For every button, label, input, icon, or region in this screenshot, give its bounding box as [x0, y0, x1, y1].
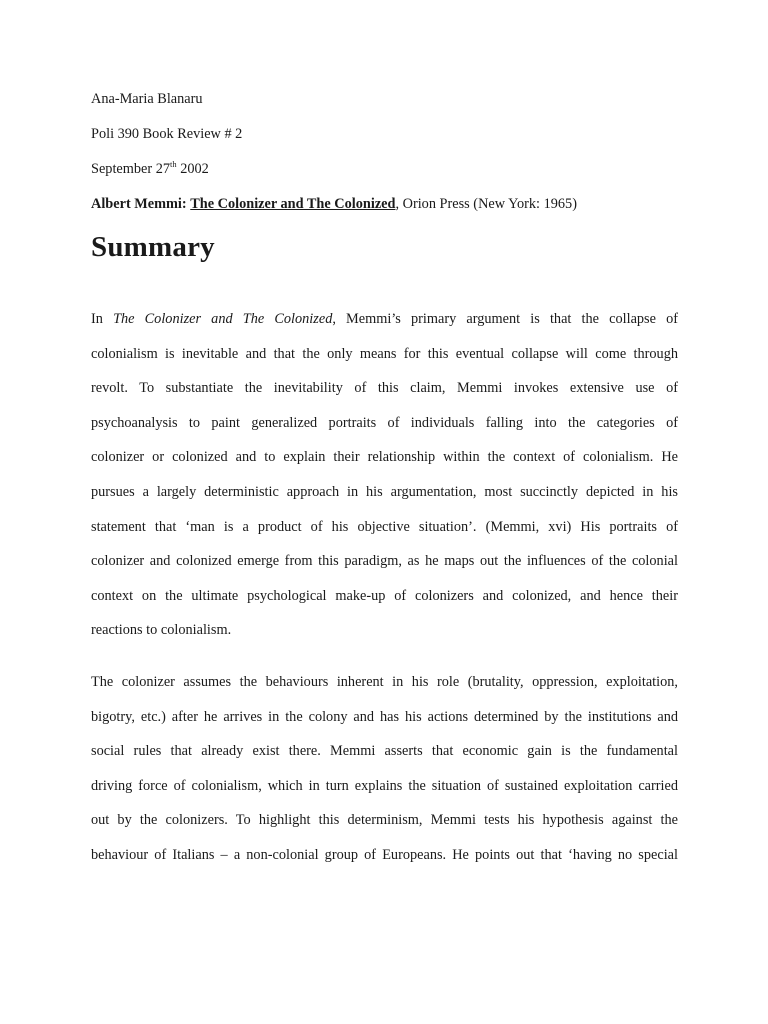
paragraph-line: colonizer or colonized and to explain their relationship within the context of colonialism. He — [91, 449, 678, 466]
paragraph-line: colonizer and colonized emerge from this paradigm, as he maps out the influences of the colonial — [91, 553, 678, 570]
document-body — [91, 89, 678, 873]
paragraph-line: out by the colonizers. To highlight this determinism, Memmi tests his hypothesis against the — [91, 812, 678, 829]
paragraph-line: The colonizer assumes the behaviours inherent in his role (brutality, oppression, exploitation, — [91, 673, 678, 690]
paragraph-summary-2 — [91, 665, 678, 873]
paragraph-line-rest: , Memmi’s primary argument is that the collapse of — [332, 311, 679, 327]
citation-author: Albert Memmi: — [91, 196, 187, 212]
date-ordinal: th — [170, 159, 177, 169]
book-citation — [91, 194, 678, 214]
paragraph-line: bigotry, etc.) after he arrives in the colony and has his actions determined by the institutions and — [91, 708, 678, 725]
citation-title: The Colonizer and The Colonized — [190, 196, 396, 212]
author-name: Ana-Maria Blanaru — [91, 91, 203, 107]
paragraph-line: context on the ultimate psychological make-up of colonizers and colonized, and hence their — [91, 587, 678, 604]
date-year: 2002 — [176, 161, 209, 177]
paragraph-line: psychoanalysis to paint generalized portraits of individuals falling into the categories of — [91, 414, 678, 431]
paragraph-line: behaviour of Italians – a non-colonial group of Europeans. He points out that ‘having no special — [91, 846, 678, 863]
date-line — [91, 159, 678, 179]
paragraph-line: colonialism is inevitable and that the only means for this eventual collapse will come through — [91, 345, 678, 362]
book-title-italic: The Colonizer and The Colonized — [113, 311, 333, 327]
paragraph-line: driving force of colonialism, which in turn explains the situation of sustained exploitation carried — [91, 777, 678, 794]
paragraph-line: pursues a largely deterministic approach in his argumentation, most succinctly depicted in his — [91, 483, 678, 500]
paragraph-line: social rules that already exist there. Memmi asserts that economic gain is the fundamental — [91, 743, 678, 760]
paragraph-lead: In — [91, 311, 114, 327]
paragraph-line: statement that ‘man is a product of his objective situation’. (Memmi, xvi) His portraits of — [91, 518, 678, 535]
section-heading: Summary — [91, 231, 215, 263]
paragraph-line: reactions to colonialism. — [91, 622, 232, 639]
paragraph-line — [91, 302, 678, 337]
citation-publisher: , Orion Press (New York: 1965) — [395, 196, 577, 212]
course-label: Poli 390 Book Review # 2 — [91, 126, 243, 142]
paragraph-line: revolt. To substantiate the inevitability of this claim, Memmi invokes extensive use of — [91, 380, 678, 397]
paragraph-summary-1 — [91, 302, 678, 648]
date-month-day: September 27 — [91, 161, 171, 177]
